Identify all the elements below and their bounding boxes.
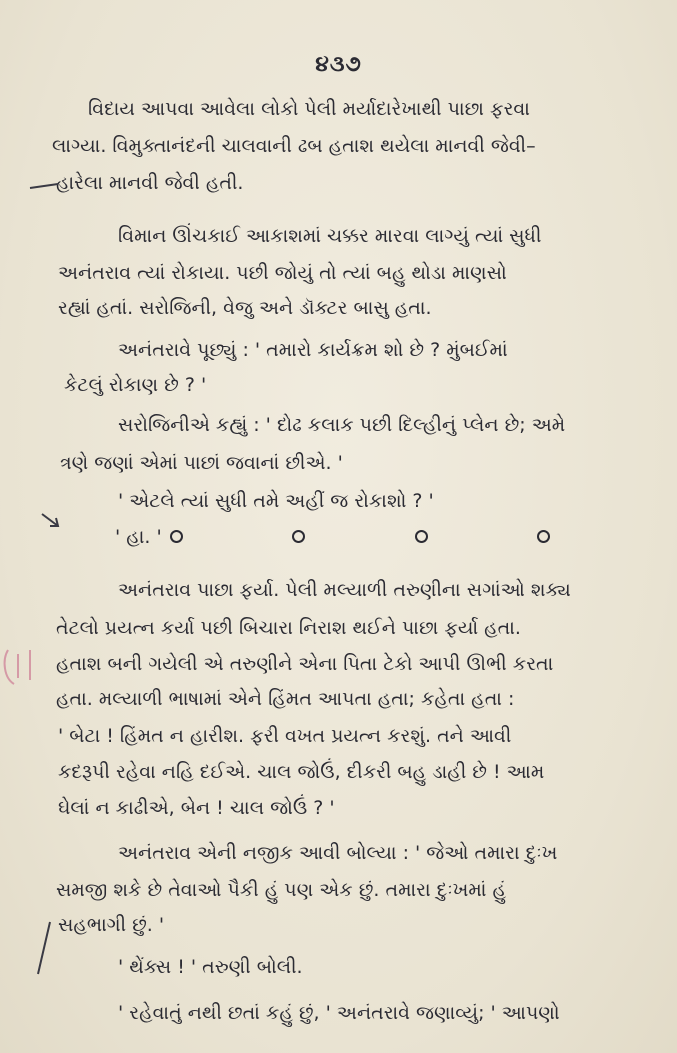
text-line: રહ્યાં હતાં. સરોજિની, વેજુ અને ડૉક્ટર બાસુ હતા. bbox=[58, 297, 432, 319]
text-line: અનંતરાવ પાછા ફર્યા. પેલી મલ્યાળી તરુણીના સગાંઓ શક્ય bbox=[118, 579, 571, 601]
text-line: સહભાગી છું. ' bbox=[58, 914, 165, 936]
text-line: ' એટલે ત્યાં સુધી તમે અહીં જ રોકાશો ? ' bbox=[118, 490, 434, 512]
text-line: ' હા. ' bbox=[115, 526, 162, 548]
text-line: સરોજિનીએ કહ્યું : ' દોઢ કલાક પછી દિલ્હીનું પ્લેન છે; અમે bbox=[118, 414, 566, 436]
text-line: ઘેલાં ન કાઢીએ, બેન ! ચાલ જોઉં ? ' bbox=[58, 797, 335, 819]
margin-arrow-mark bbox=[38, 510, 62, 532]
pencil-annotation-mark bbox=[0, 640, 50, 690]
text-line: સમજી શકે છે તેવાઓ પૈકી હું પણ એક છું. તમારા દુઃખમાં હું bbox=[56, 879, 506, 901]
text-line: લાગ્યા. વિમુક્તાનંદની ચાલવાની ઢબ હતાશ થયેલા માનવી જેવી– bbox=[52, 135, 536, 157]
text-line: હતાશ બની ગયેલી એ તરુણીને એના પિતા ટેકો આપી ઊભી કરતા bbox=[56, 653, 554, 675]
margin-tick-mark bbox=[28, 180, 68, 194]
text-line: ' થેંક્સ ! ' તરુણી બોલી. bbox=[118, 956, 303, 978]
text-line: વિમાન ઊંચકાઈ આકાશમાં ચક્કર મારવા લાગ્યું ત્યાં સુધી bbox=[118, 225, 542, 247]
text-line: વિદાય આપવા આવેલા લોકો પેલી મર્યાદારેખાથી પાછા ફરવા bbox=[88, 98, 530, 120]
text-line: કદરૂપી રહેવા નહિ દઈએ. ચાલ જોઉં, દીકરી બહુ ડાહી છે ! આમ bbox=[58, 761, 545, 783]
separator-dot bbox=[170, 530, 183, 543]
separator-dot bbox=[415, 530, 428, 543]
text-line: ' રહેવાતું નથી છતાં કહું છું, ' અનંતરાવે જણાવ્યું; ' આપણો bbox=[118, 1002, 560, 1024]
section-separator bbox=[170, 530, 550, 543]
page-number: ૪૩૭ bbox=[315, 52, 362, 77]
text-line: અનંતરાવ ત્યાં રોકાયા. પછી જોયું તો ત્યાં બહુ થોડા માણસો bbox=[58, 262, 507, 284]
text-line: કેટલું રોકાણ છે ? ' bbox=[64, 374, 207, 396]
separator-dot bbox=[292, 530, 305, 543]
text-line: હારેલા માનવી જેવી હતી. bbox=[56, 172, 244, 194]
text-line: અનંતરાવ એની નજીક આવી બોલ્યા : ' જેઓ તમારા દુઃખ bbox=[118, 842, 558, 864]
text-line: અનંતરાવે પૂછ્યું : ' તમારો કાર્યક્રમ શો છે ? મુંબઈમાં bbox=[118, 339, 508, 361]
text-line: તેટલો પ્રયત્ન કર્યા પછી બિચારા નિરાશ થઈને પાછા ફર્યા હતા. bbox=[56, 617, 521, 639]
separator-dot bbox=[537, 530, 550, 543]
text-line: ત્રણે જણાં એમાં પાછાં જવાનાં છીએ. ' bbox=[60, 452, 343, 474]
text-line: હતા. મલ્યાળી ભાષામાં એને હિંમત આપતા હતા; કહેતા હતા : bbox=[56, 688, 515, 710]
margin-stroke-mark bbox=[30, 918, 60, 978]
text-line: ' બેટા ! હિંમત ન હારીશ. ફરી વખત પ્રયત્ન કરશું. તને આવી bbox=[58, 725, 512, 747]
